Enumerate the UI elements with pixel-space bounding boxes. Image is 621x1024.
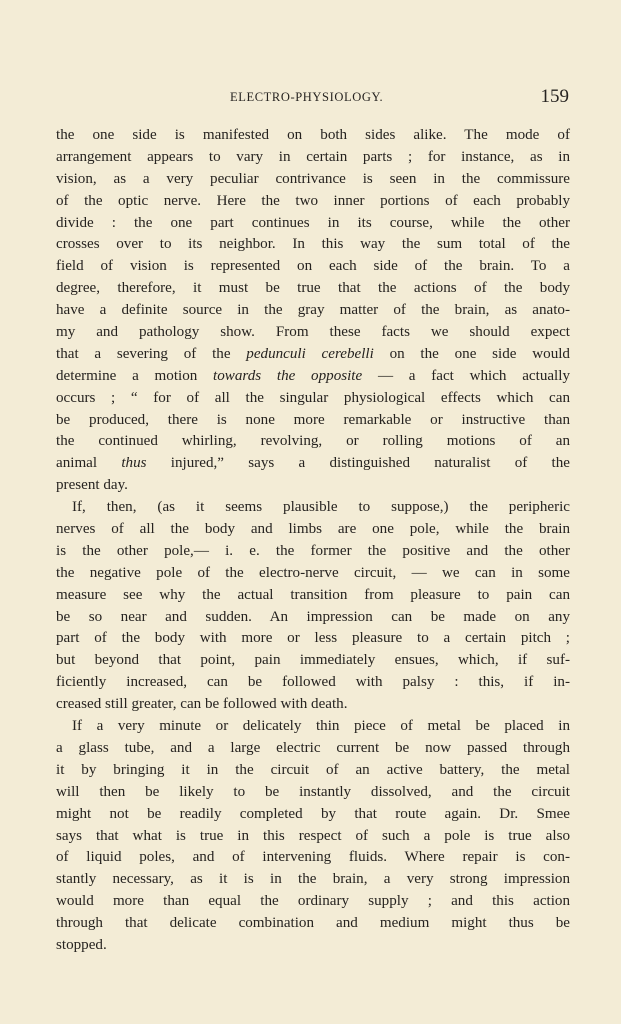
text-line: animal thus injured,” says a distinguished naturalist of the <box>56 455 570 472</box>
text-line: occurs ; “ for of all the singular physiological effects which can <box>56 389 570 406</box>
text-line: ficiently increased, can be followed with palsy : this, if in- <box>56 674 570 691</box>
text-line: would more than equal the ordinary supply ; and this action <box>56 893 570 910</box>
text-line: will then be likely to be instantly dissolved, and the circuit <box>56 783 570 800</box>
text-line: that a severing of the pedunculi cerebelli on the one side would <box>56 345 570 362</box>
italic-phrase: thus <box>121 455 147 472</box>
text-line: stantly necessary, as it is in the brain, a very strong impression <box>56 871 570 888</box>
text-line: the negative pole of the electro-nerve circuit, — we can in some <box>56 564 570 581</box>
text-line: arrangement appears to vary in certain parts ; for instance, as in <box>56 148 570 165</box>
text-line: my and pathology show. From these facts we should expect <box>56 324 570 341</box>
text-line: a glass tube, and a large electric current be now passed through <box>56 739 570 756</box>
page-number: 159 <box>540 86 569 107</box>
text-line: field of vision is represented on each side of the brain. To a <box>56 258 570 275</box>
text-line: vision, as a very peculiar contrivance is seen in the commissure <box>56 170 570 187</box>
text-line: nerves of all the body and limbs are one pole, while the brain <box>56 521 570 538</box>
text-line: part of the body with more or less pleasure to a certain pitch ; <box>56 630 570 647</box>
text-line: might not be readily completed by that route again. Dr. Smee <box>56 805 570 822</box>
text-line: divide : the one part continues in its course, while the other <box>56 214 570 231</box>
text-line: be produced, there is none more remarkable or instructive than <box>56 411 570 428</box>
text-line: present day. <box>56 477 128 494</box>
text-line: the one side is manifested on both sides alike. The mode of <box>56 127 570 143</box>
italic-phrase: towards the opposite <box>213 367 363 384</box>
text-line: is the other pole,— i. e. the former the positive and the other <box>56 542 570 559</box>
text-line: If a very minute or delicately thin piece of metal be placed in <box>72 718 570 735</box>
running-title: ELECTRO-PHYSIOLOGY. <box>230 90 384 104</box>
text-line: the continued whirling, revolving, or rolling motions of an <box>56 433 570 450</box>
text-line: If, then, (as it seems plausible to suppose,) the peripheric <box>72 499 570 516</box>
text-line: of liquid poles, and of intervening fluids. Where repair is con- <box>56 849 570 866</box>
body-text <box>56 125 570 957</box>
text-line: crosses over to its neighbor. In this way the sum total of the <box>56 236 570 253</box>
text-line: says that what is true in this respect of such a pole is true also <box>56 827 570 844</box>
text-line: measure see why the actual transition from pleasure to pain can <box>56 586 570 603</box>
text-line: it by bringing it in the circuit of an active battery, the metal <box>56 761 570 778</box>
text-line: determine a motion towards the opposite — a fact which actually <box>56 367 570 384</box>
text-line: have a definite source in the gray matter of the brain, as anato- <box>56 302 570 319</box>
text-line: but beyond that point, pain immediately ensues, which, if suf- <box>56 652 570 669</box>
text-line: of the optic nerve. Here the two inner portions of each probably <box>56 192 570 209</box>
text-line: be so near and sudden. An impression can be made on any <box>56 608 570 625</box>
text-line: stopped. <box>56 936 107 953</box>
text-line: creased still greater, can be followed with death. <box>56 696 348 713</box>
italic-phrase: pedunculi cerebelli <box>246 345 374 362</box>
text-line: degree, therefore, it must be true that the actions of the body <box>56 280 570 297</box>
text-line: through that delicate combination and medium might thus be <box>56 915 570 932</box>
running-head <box>0 86 621 110</box>
